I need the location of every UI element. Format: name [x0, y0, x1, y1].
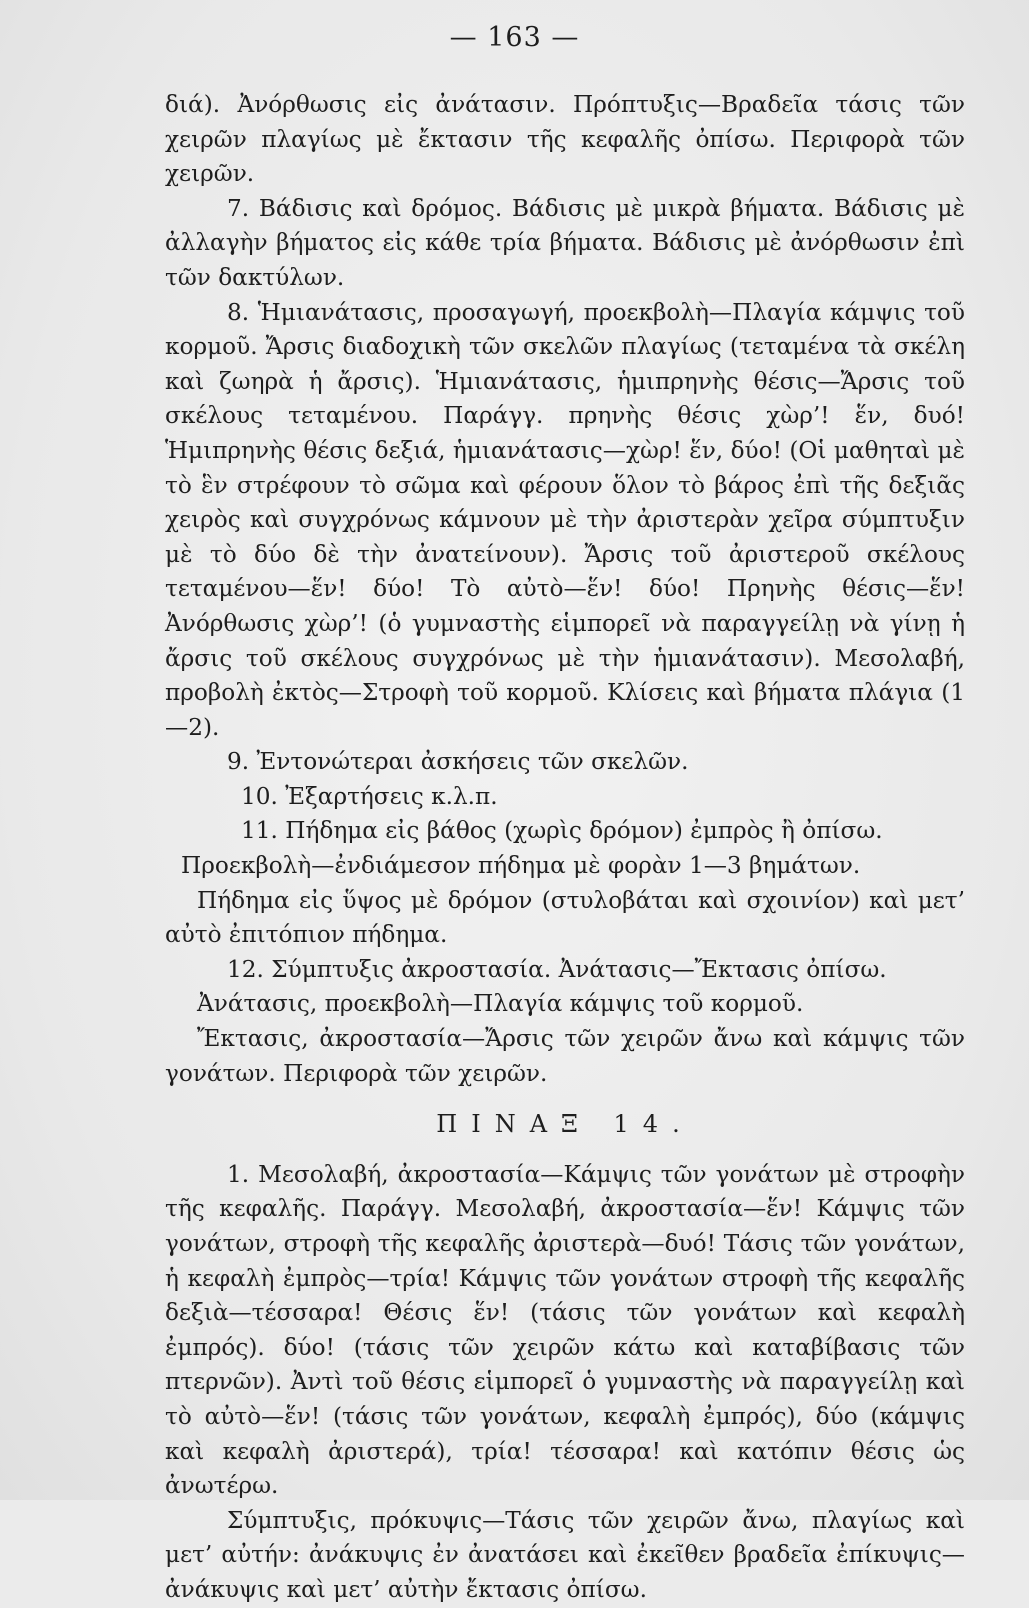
- paragraph-item-12-c: Ἔκτασις, ἀκροστασία—Ἄρσις τῶν χειρῶν ἄνω καὶ κάμψις τῶν γονάτων. Περιφορὰ τῶν χειρῶν.: [165, 1025, 965, 1087]
- paragraph-item-12: 12. Σύμπτυξις ἀκροστασία. Ἀνάτασις—Ἔκτασις ὀπίσω.: [227, 955, 887, 983]
- page-body: [165, 88, 965, 1608]
- paragraph-item-11-c: Πήδημα εἰς ὕψος μὲ δρόμον (στυλοβάται καὶ σχοινίον) καὶ μετ’ αὐτὸ ἐπιτόπιον πήδημα.: [165, 886, 965, 949]
- page-number: — 163 —: [449, 22, 580, 53]
- paragraph-item-7: 7. Βάδισις καὶ δρόμος. Βάδισις μὲ μικρὰ βήματα. Βάδισις μὲ ἀλλαγὴν βήματος εἰς κάθε τρία βήματα. Βάδισις μὲ ἀνόρθωσιν ἐπὶ τῶν δακτύλων.: [165, 194, 965, 291]
- section-paragraph-1: 1. Μεσολαβή, ἀκροστασία—Κάμψις τῶν γονάτων μὲ στροφὴν τῆς κεφαλῆς. Παράγγ. Μεσολαβή, ἀκροστασία—ἕν! Κάμψις τῶν γονάτων, στροφὴ τῆς κεφαλῆς ἀριστερὰ—δυό! Τάσις τῶν γονάτων, ἡ κεφαλὴ ἐμπρὸς—τρία! Κάμψις τῶν γονάτων στροφὴ τῆς κεφαλῆς δεξιὰ—τέσσαρα! Θέσις ἕν! (τάσις τῶν γονάτων καὶ κεφαλὴ ἐμπρός). δύο! (τάσις τῶν χειρῶν κάτω καὶ καταβίβασις τῶν πτερνῶν). Ἀντὶ τοῦ θέσις εἱμπορεῖ ὁ γυμναστὴς νὰ παραγγείλῃ καὶ τὸ αὐτὸ—ἕν! (τάσις τῶν γονάτων, κεφαλὴ ἐμπρός), δύο (κάμψις καὶ κεφαλὴ ἀριστερά), τρία! τέσσαρα! καὶ κατόπιν θέσις ὡς ἀνωτέρω.: [165, 1160, 965, 1500]
- paragraph-item-8: 8. Ἡμιανάτασις, προσαγωγή, προεκβολὴ—Πλαγία κάμψις τοῦ κορμοῦ. Ἄρσις διαδοχικὴ τῶν σκελῶν πλαγίως (τεταμένα τὰ σκέλη καὶ ζωηρὰ ἡ ἄρσις). Ἡμιανάτασις, ἡμιπρηνὴς θέσις—Ἄρσις τοῦ σκέλους τεταμένου. Παράγγ. πρηνὴς θέσις χὼρ’! ἕν, δυό! Ἡμιπρηνὴς θέσις δεξιά, ἡμιανάτασις—χὼρ! ἕν, δύο! (Οἱ μαθηταὶ μὲ τὸ ἓν στρέφουν τὸ σῶμα καὶ φέρουν ὅλον τὸ βάρος ἐπὶ τῆς δεξιᾶς χειρὸς καὶ συγχρόνως κάμνουν μὲ τὴν ἀριστερὰν χεῖρα σύμπτυξιν μὲ τὸ δύο δὲ τὴν ἀνατείνουν). Ἄρσις τοῦ ἀριστεροῦ σκέλους τεταμένου—ἕν! δύο! Τὸ αὐτὸ—ἕν! δύο! Πρηνὴς θέσις—ἕν! Ἀνόρθωσις χὼρ’! (ὁ γυμναστὴς εἱμπορεῖ νὰ παραγγείλῃ νὰ γίνῃ ἡ ἄρσις τοῦ σκέλους συγχρόνως μὲ τὴν ἡμιανάτασιν). Μεσολαβή, προβολὴ ἐκτὸς—Στροφὴ τοῦ κορμοῦ. Κλίσεις καὶ βήματα πλάγια (1—2).: [165, 298, 965, 741]
- paragraph-item-11: 11. Πήδημα εἰς βάθος (χωρὶς δρόμον) ἐμπρὸς ἢ ὀπίσω.: [241, 817, 883, 845]
- paragraph-continuation: διά). Ἀνόρθωσις εἰς ἀνάτασιν. Πρόπτυξις—Βραδεῖα τάσις τῶν χειρῶν πλαγίως μὲ ἔκτασιν τῆς κεφαλῆς ὀπίσω. Περιφορὰ τῶν χειρῶν.: [165, 91, 965, 188]
- section-paragraph-2: Σύμπτυξις, πρόκυψις—Τάσις τῶν χειρῶν ἄνω, πλαγίως καὶ μετ’ αὐτήν: ἀνάκυψις ἐν ἀνατάσει καὶ ἐκεῖθεν βραδεῖα ἐπίκυψις—ἀνάκυψις καὶ μετ’ αὐτὴν ἔκτασις ὀπίσω.: [165, 1506, 965, 1603]
- section-title: ΠΙΝΑΞ 14.: [436, 1110, 694, 1139]
- paragraph-item-9: 9. Ἐντονώτεραι ἀσκήσεις τῶν σκελῶν.: [227, 748, 689, 776]
- paragraph-item-12-b: Ἀνάτασις, προεκβολὴ—Πλαγία κάμψις τοῦ κορμοῦ.: [197, 990, 804, 1018]
- paragraph-item-11-b: Προεκβολὴ—ἐνδιάμεσον πήδημα μὲ φορὰν 1—3 βημάτων.: [181, 852, 861, 880]
- paragraph-item-10: 10. Ἐξαρτήσεις κ.λ.π.: [241, 782, 498, 810]
